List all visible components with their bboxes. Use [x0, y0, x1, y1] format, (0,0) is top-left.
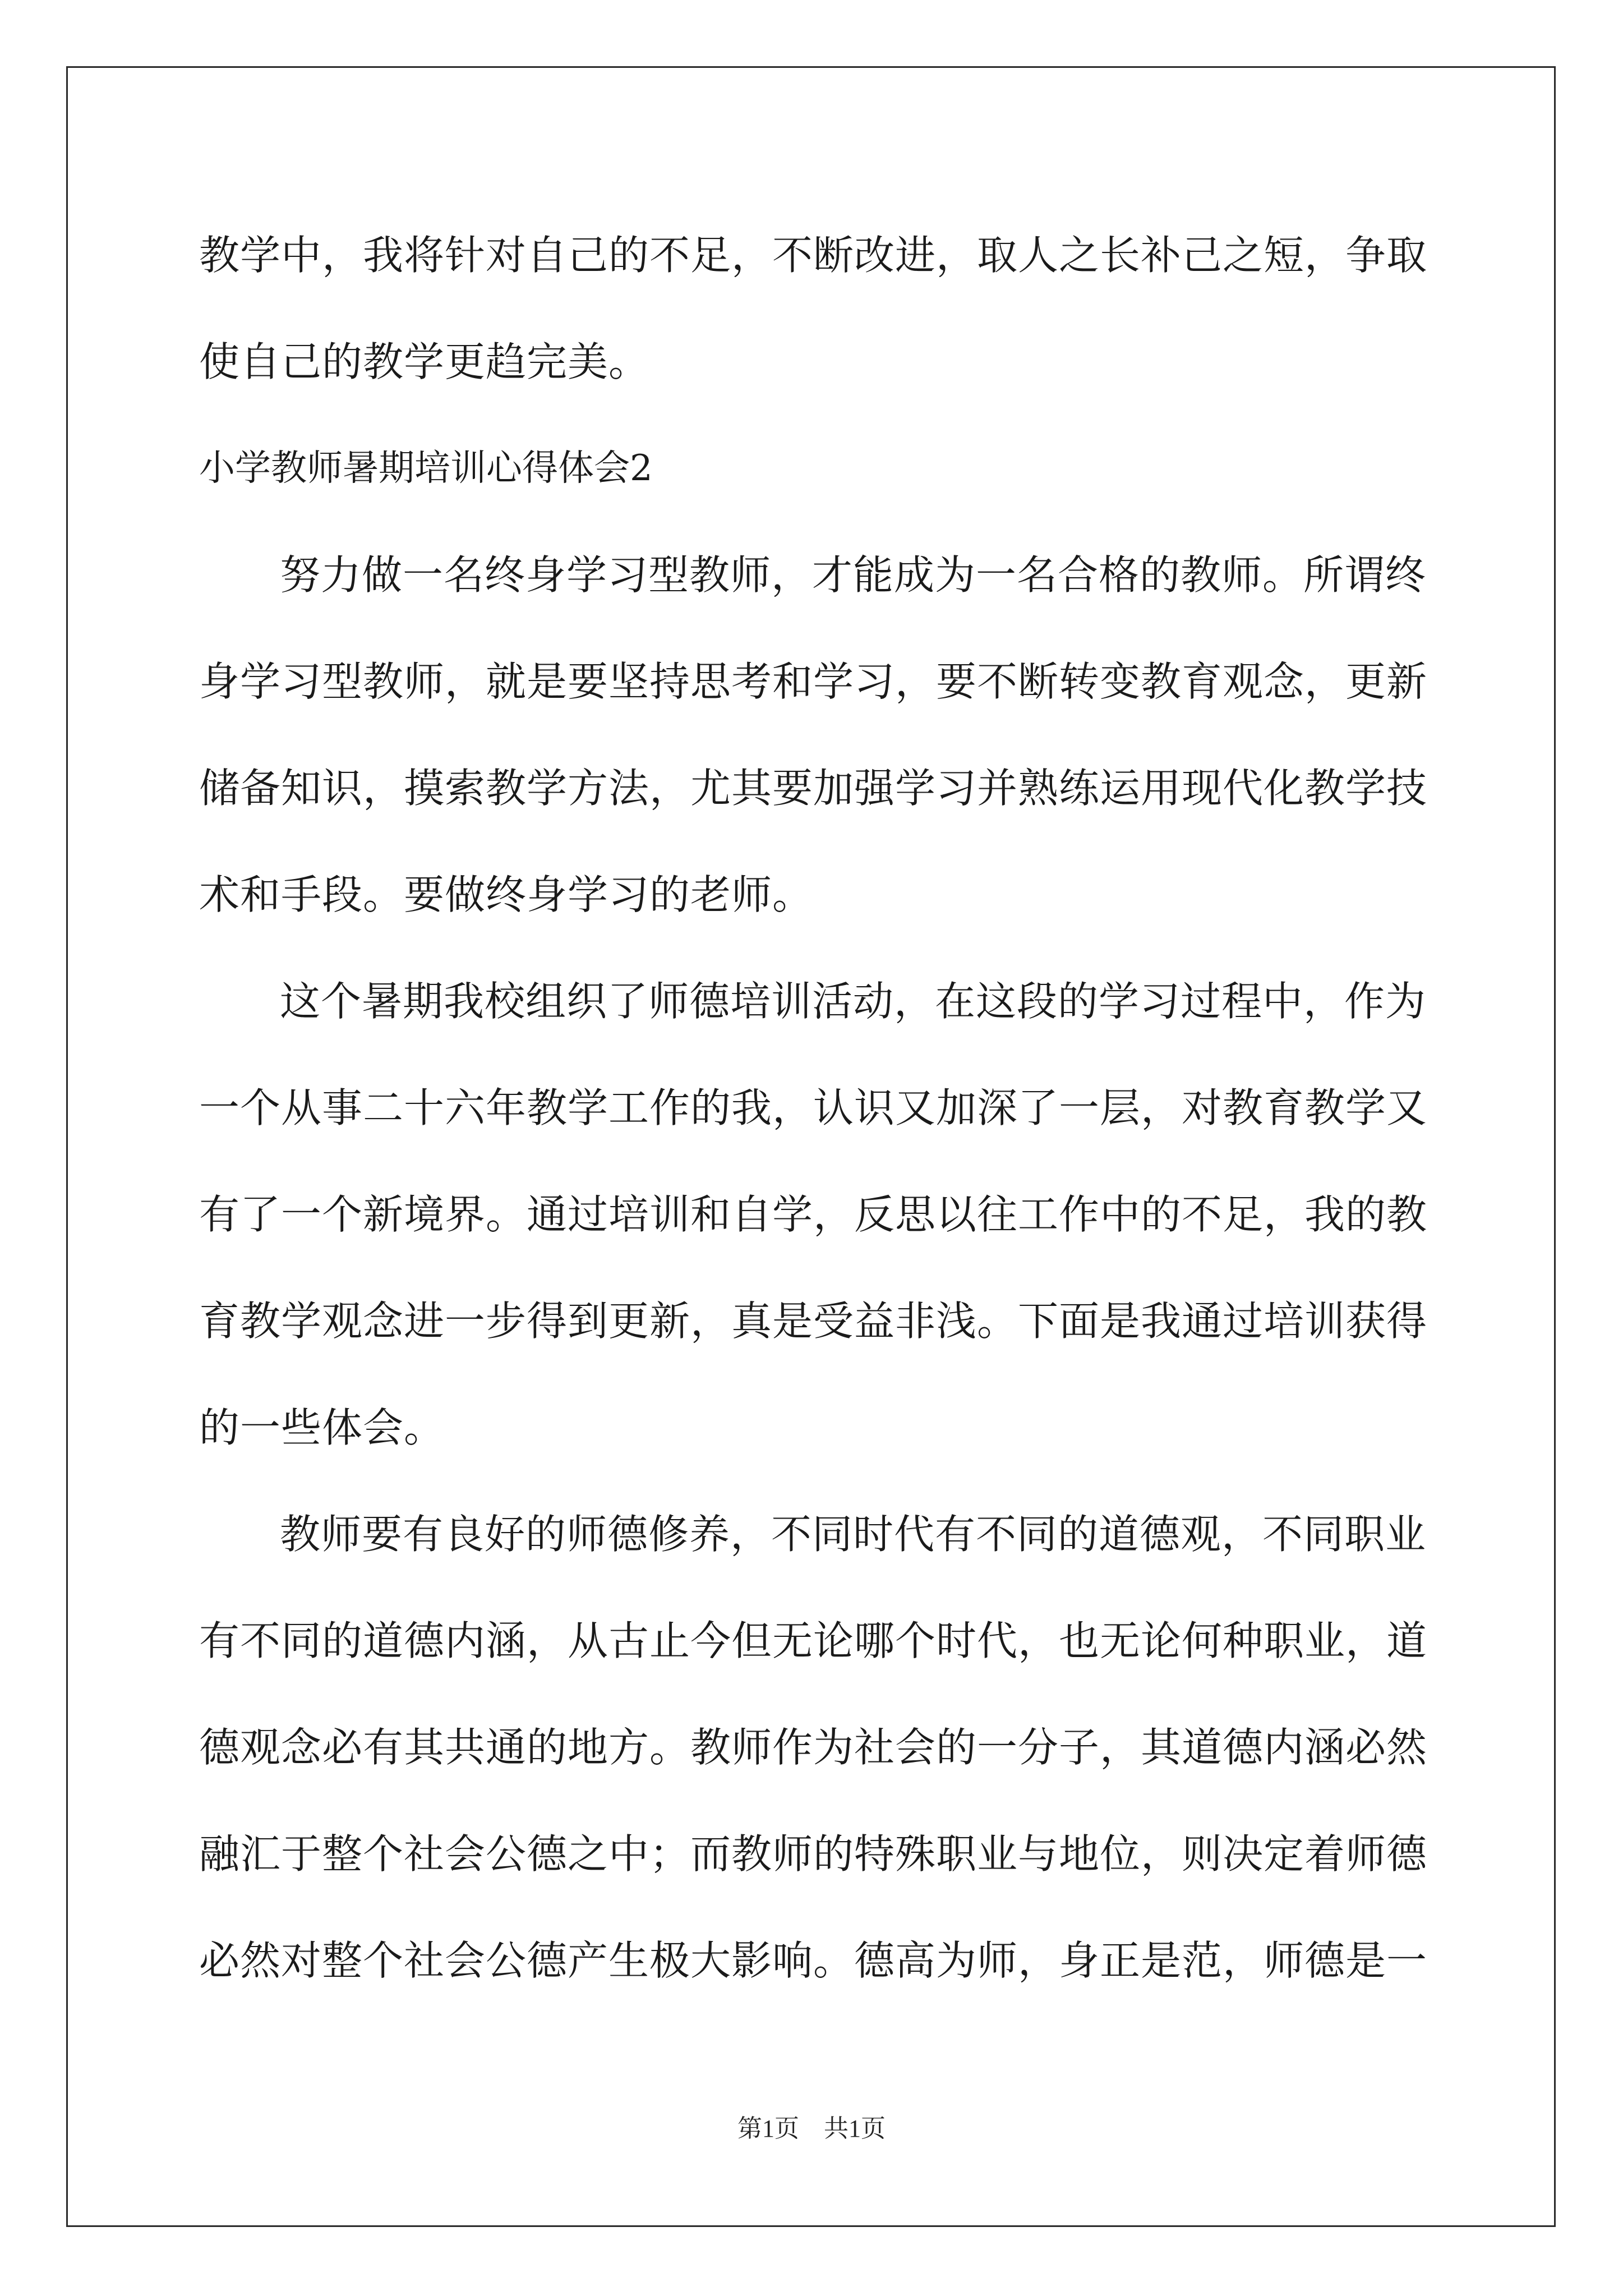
- text-line: 的一些体会。: [199, 1404, 445, 1451]
- page-number-footer: 第1页 共1页: [737, 2115, 886, 2142]
- text-line: 身学习型教师，就是要坚持思考和学习，要不断转变教育观念，更新: [199, 658, 1428, 705]
- text-line: 有不同的道德内涵，从古止今但无论哪个时代，也无论何种职业，道: [199, 1617, 1428, 1664]
- text-line: 一个从事二十六年教学工作的我，认识又加深了一层，对教育教学又: [199, 1084, 1428, 1131]
- text-line: 融汇于整个社会公德之中；而教师的特殊职业与地位，则决定着师德: [199, 1830, 1428, 1878]
- text-line: 德观念必有其共通的地方。教师作为社会的一分子，其道德内涵必然: [199, 1724, 1428, 1771]
- text-line: 使自己的教学更趋完美。: [199, 338, 650, 385]
- paragraph: [199, 202, 1433, 415]
- text-line: 储备知识，摸索教学方法，尤其要加强学习并熟练运用现代化教学技: [199, 765, 1428, 812]
- text-line: 教学中，我将针对自己的不足，不断改进，取人之长补己之短，争取: [199, 232, 1428, 279]
- paragraph: [199, 1481, 1433, 2014]
- paragraph: [199, 948, 1433, 1481]
- text-line: 有了一个新境界。通过培训和自学，反思以往工作中的不足，我的教: [199, 1191, 1428, 1238]
- text-line: 教师要有良好的师德修养，不同时代有不同的道德观，不同职业: [280, 1511, 1427, 1558]
- text-line: 术和手段。要做终身学习的老师。: [199, 871, 814, 918]
- text-line: 努力做一名终身学习型教师，才能成为一名合格的教师。所谓终: [280, 551, 1427, 599]
- document-body: [199, 202, 1433, 2014]
- text-line: 育教学观念进一步得到更新，真是受益非浅。下面是我通过培训获得: [199, 1297, 1428, 1345]
- section-heading: 小学教师暑期培训心得体会2: [199, 448, 653, 489]
- text-line: 这个暑期我校组织了师德培训活动，在这段的学习过程中，作为: [280, 978, 1427, 1025]
- paragraph: [199, 522, 1433, 948]
- text-line: 必然对整个社会公德产生极大影响。德高为师，身正是范，师德是一: [199, 1937, 1428, 1984]
